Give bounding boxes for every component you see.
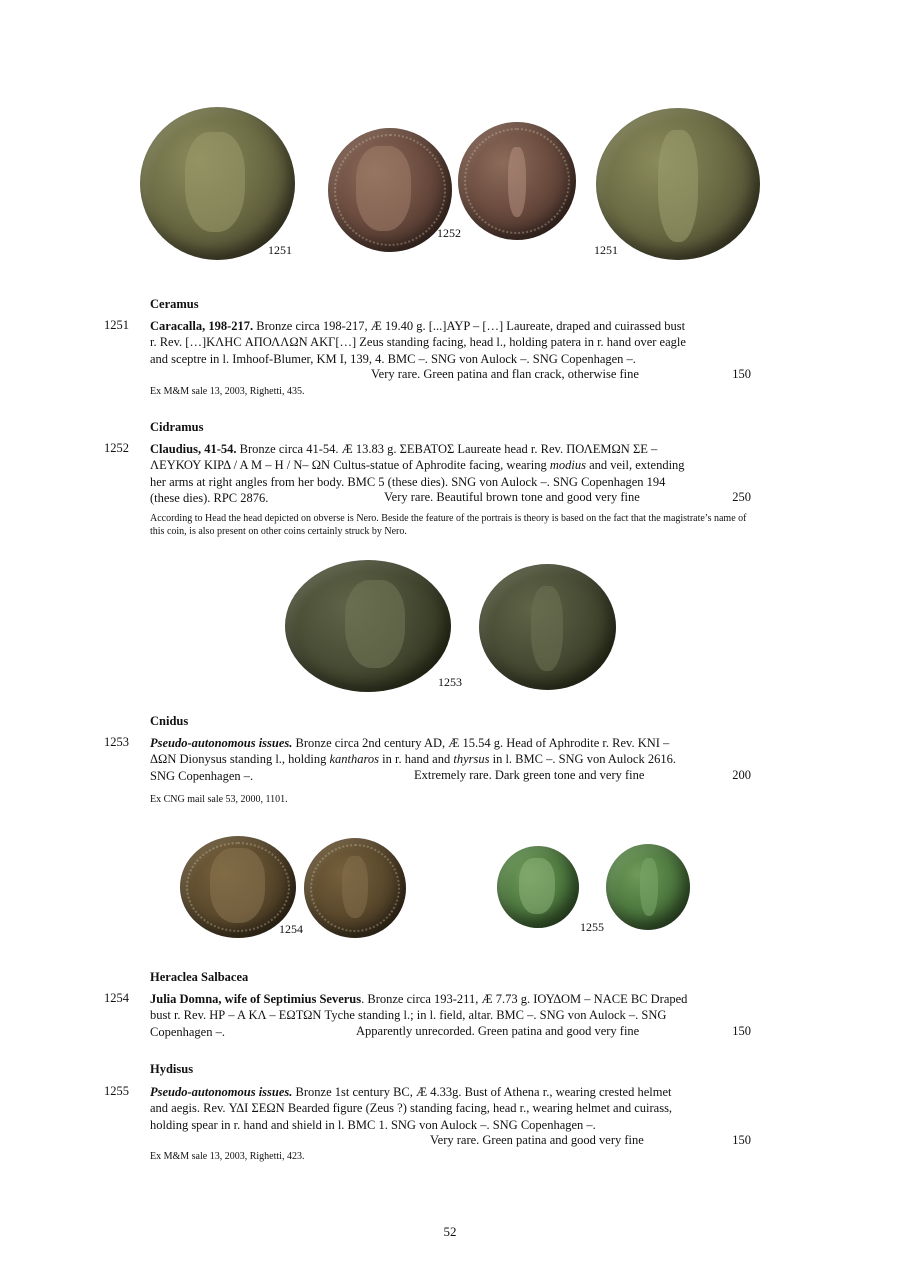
photo-label: 1252 [437,226,461,240]
lot-text: (these dies). RPC 2876. [150,491,269,506]
lot-provenance: Ex CNG mail sale 53, 2000, 1101. [150,794,288,805]
coin-photo-1255-obverse [497,846,579,928]
lot-text: r. Rev. […]ΚΛΗC ΑΠΟΛΛΩΝ ΑΚΓ[…] Zeus standing facing, head l., holding patera in r. hand over eagle [150,335,686,350]
lot-text: and veil, extending [585,458,685,473]
lot-text: and sceptre in l. Imhoof-Blumer, KM I, 139, 4. BMC –. SNG von Aulock –. SNG Copenhagen –. [150,351,636,366]
lot-text-italic: modius [549,458,586,473]
lot-grade: Very rare. Green patina and flan crack, otherwise fine [371,367,639,381]
lot-grade: Extremely rare. Dark green tone and very fine [414,768,645,782]
page-number: 52 [443,1224,457,1239]
photo-label: 1255 [580,920,604,934]
coin-photo-1255-reverse [606,844,690,930]
lot-text: bust r. Rev. ΗΡ – Α ΚΛ – ΕΩΤΩΝ Tyche standing l.; in l. field, altar. BMC –. SNG von Aulock –. SNG [150,1008,667,1023]
section-heading: Ceramus [150,297,199,311]
coin-photo-1252-reverse [458,122,576,240]
lot-provenance: According to Head the head depicted on obverse is Nero. Beside the feature of the portrais is theory is based on the fact that the magistrate’s name of this coin, is also present on other coins certainly struck by Nero. [150,513,747,537]
lot-text: Bronze circa 198-217, Æ 19.40 g. [...]AYP – […] Laureate, draped and cuirassed bust [253,319,686,333]
lot-text: ΛΕΥΚΟΥ ΚΙΡΔ / Α Μ – Η / Ν– ΩΝ Cultus-statue of Aphrodite facing, wearing [150,458,550,473]
coin-photo-1252-obverse [328,128,452,252]
lot-text: in l. BMC –. SNG von Aulock 2616. [489,752,676,767]
coin-photo-1254-reverse [304,838,406,938]
lot-text: Bronze 1st century BC, Æ 4.33g. Bust of Athena r., wearing crested helmet [292,1085,672,1099]
lot-number: 1253 [104,735,129,749]
lot-ruler: Julia Domna, wife of Septimius Severus [150,992,362,1006]
lot-text: Copenhagen –. [150,1024,225,1039]
section-heading: Hydisus [150,1062,194,1076]
lot-text: SNG Copenhagen –. [150,768,254,783]
lot-text: and aegis. Rev. ΥΔΙ ΣΕΩΝ Bearded figure (Zeus ?) standing facing, head r., wearing helmet and cuirass, [150,1101,673,1116]
coin-photo-1251-reverse [596,108,760,260]
lot-number: 1255 [104,1084,129,1098]
lot-estimate: 150 [732,367,751,381]
lot-ruler: Caracalla, 198-217. [150,319,254,333]
lot-estimate: 200 [732,768,751,782]
lot-description [150,318,751,367]
lot-estimate: 150 [732,1133,751,1147]
lot-text-italic: kantharos [329,752,380,767]
lot-number: 1252 [104,441,129,455]
lot-text-italic: thyrsus [453,752,490,767]
lot-text: Bronze circa 41-54. Æ 13.83 g. ΣΕΒΑΤΟΣ Laureate head r. Rev. ΠΟΛΕΜΩΝ ΣΕ – [236,442,658,456]
lot-text: . Bronze circa 193-211, Æ 7.73 g. ΙΟΥΔΟΜ – ΝΑCΕ ΒC Draped [361,992,688,1006]
lot-provenance: Ex M&M sale 13, 2003, Righetti, 435. [150,386,305,397]
lot-text: her arms at right angles from her body. BMC 5 (these dies). SNG von Aulock –. SNG Copenhagen 194 [150,474,666,489]
lot-description [150,1084,751,1133]
lot-grade: Very rare. Beautiful brown tone and good very fine [384,490,640,504]
coin-photo-1253-obverse [285,560,451,692]
lot-grade: Very rare. Green patina and good very fine [430,1133,644,1147]
photo-label: 1253 [438,675,462,689]
coin-photo-1251-obverse [140,107,295,260]
lot-text: ΔΩΝ Dionysus standing l., holding [150,752,330,767]
photo-label: 1251 [268,243,292,257]
photo-label: 1254 [279,922,303,936]
lot-estimate: 250 [732,490,751,504]
lot-grade: Apparently unrecorded. Green patina and good very fine [356,1024,640,1038]
coin-photo-1253-reverse [479,564,616,690]
lot-ruler: Pseudo-autonomous issues. [150,1085,293,1099]
lot-estimate: 150 [732,1024,751,1038]
lot-number: 1251 [104,318,129,332]
lot-ruler: Claudius, 41-54. [150,442,237,456]
section-heading: Cnidus [150,714,189,728]
photo-label: 1251 [594,243,618,257]
section-heading: Heraclea Salbacea [150,970,249,984]
section-heading: Cidramus [150,420,204,434]
lot-provenance: Ex M&M sale 13, 2003, Righetti, 423. [150,1151,305,1162]
lot-text: in r. hand and [379,752,454,767]
lot-number: 1254 [104,991,129,1005]
lot-ruler: Pseudo-autonomous issues. [150,736,293,750]
lot-text: Bronze circa 2nd century AD, Æ 15.54 g. Head of Aphrodite r. Rev. KNI – [292,736,670,750]
lot-text: holding spear in r. hand and shield in l. BMC 1. SNG von Aulock –. SNG Copenhagen –. [150,1117,596,1132]
